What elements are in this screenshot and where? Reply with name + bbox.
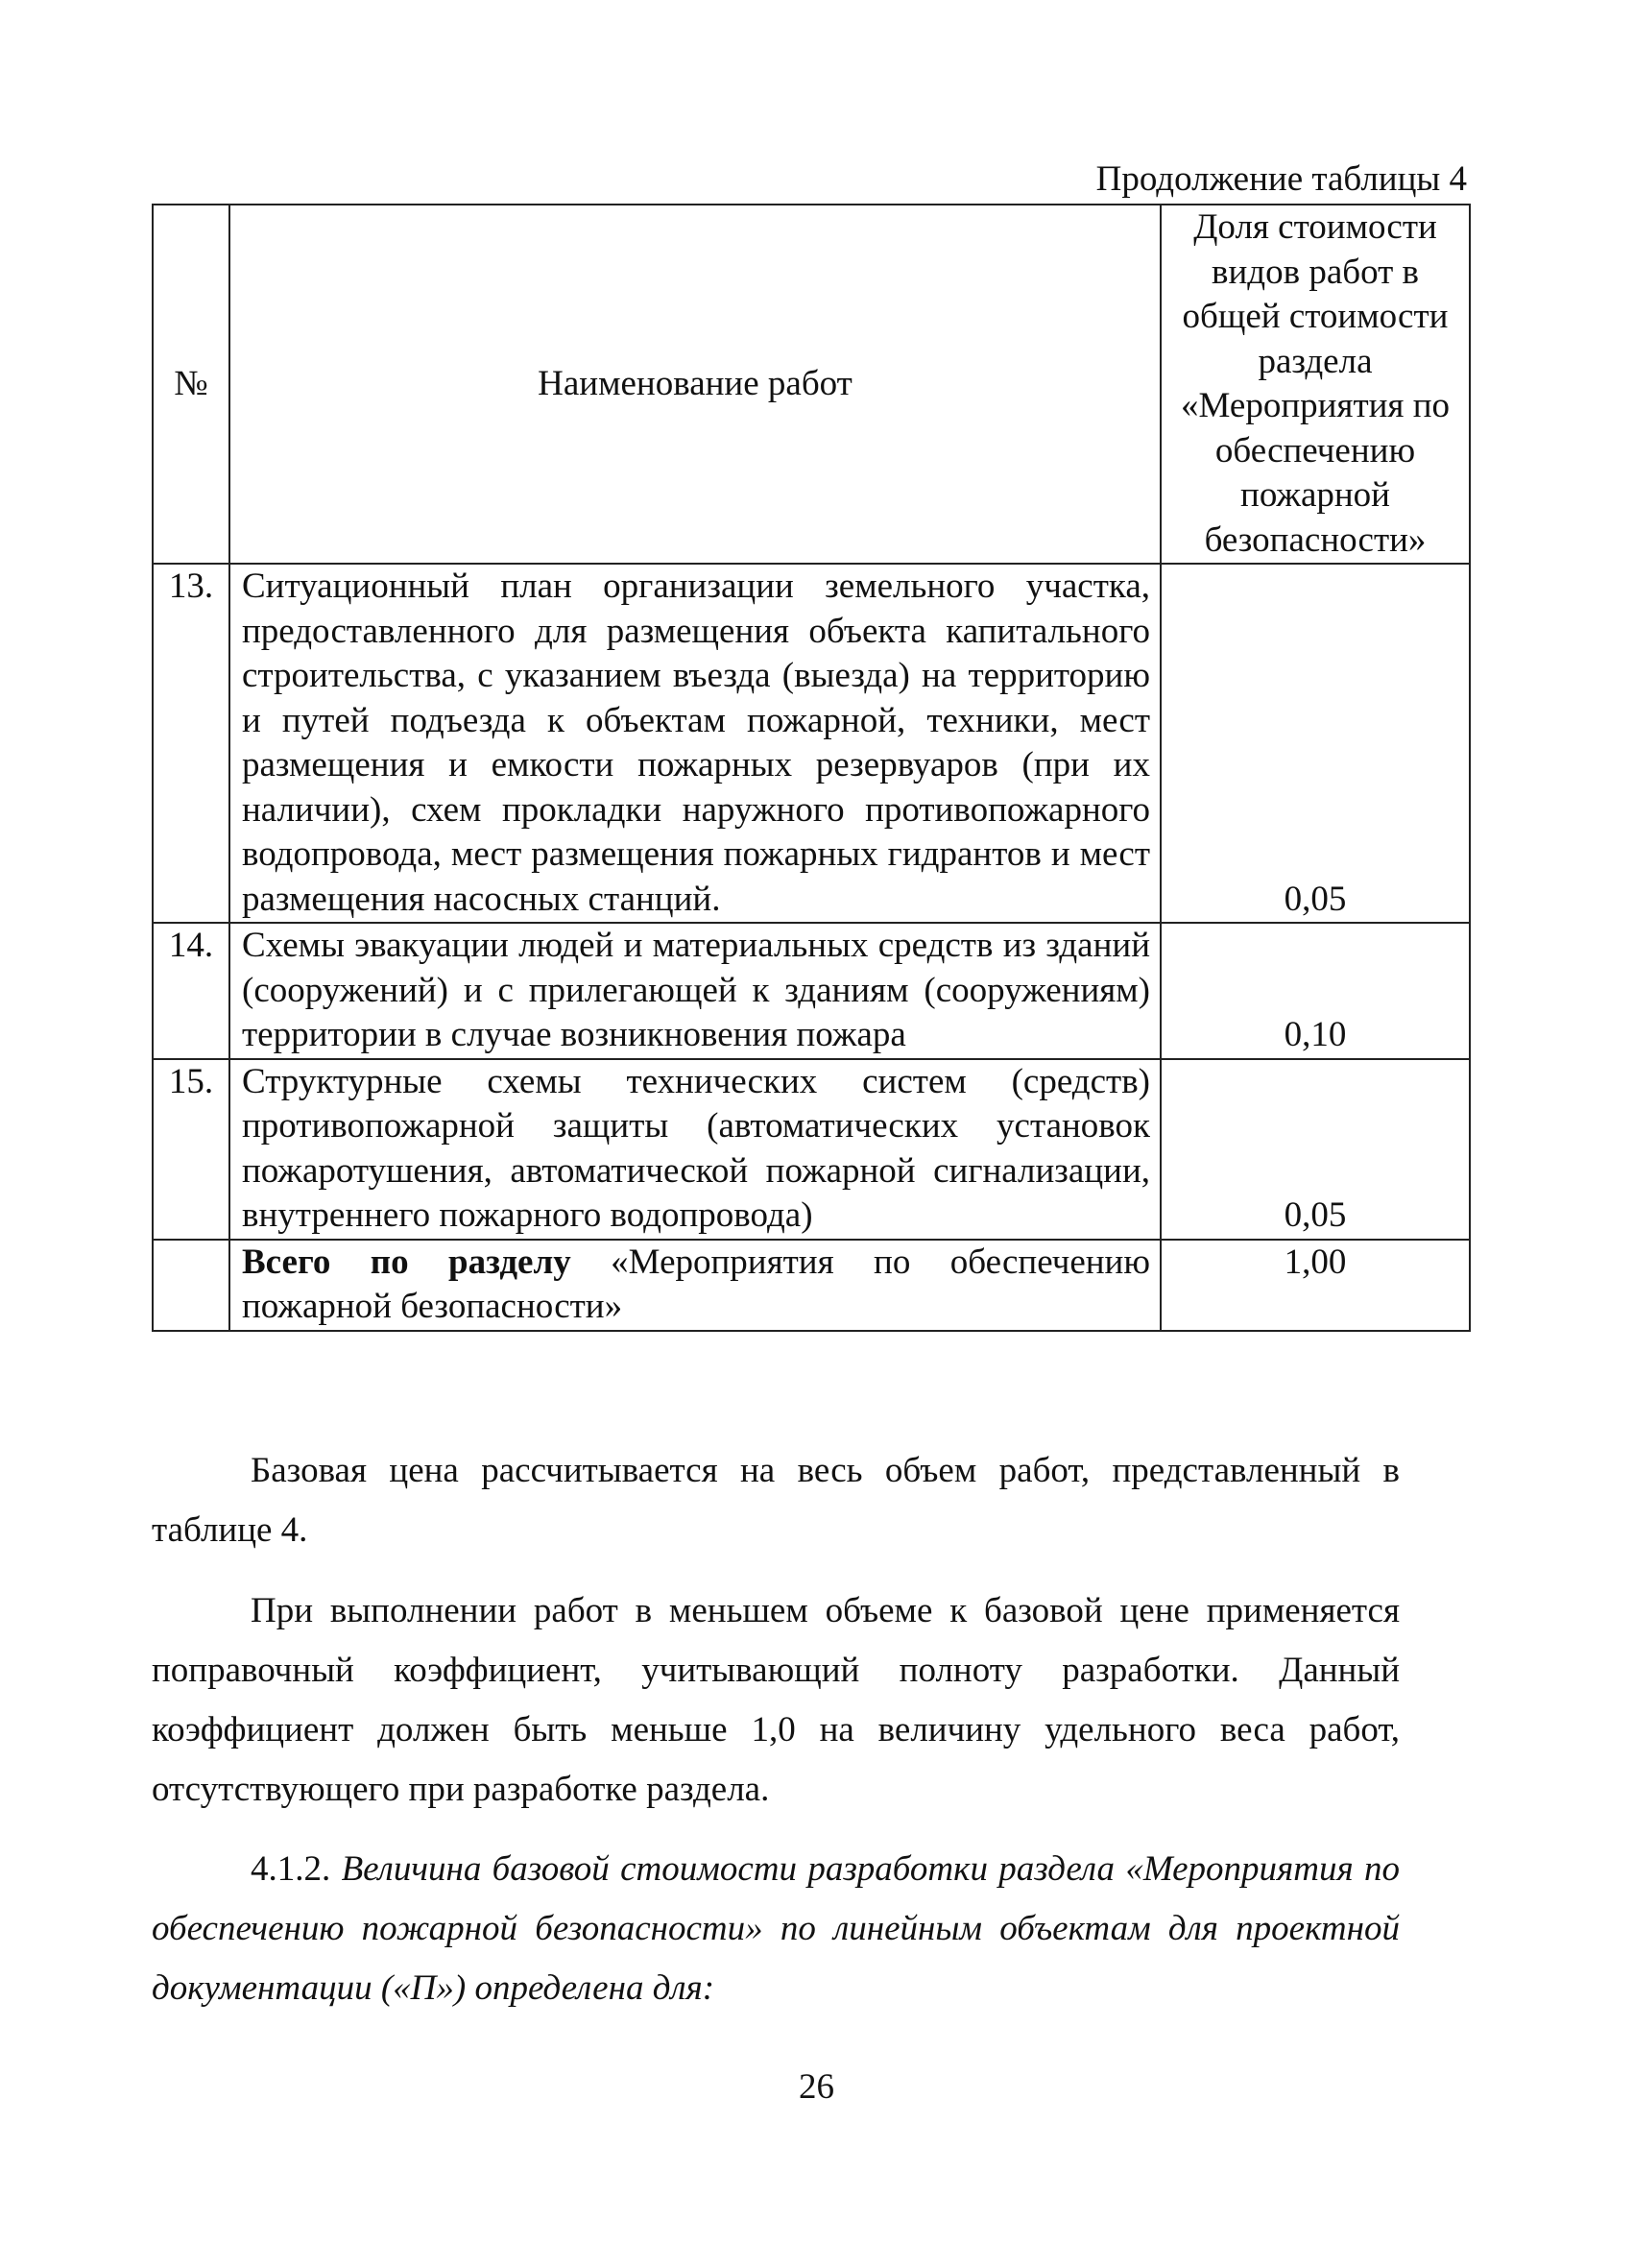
row-value: 0,05 xyxy=(1161,1059,1470,1240)
total-label-rest: «Мероприятия по обеспечению пожарной безопасности» xyxy=(242,1242,1150,1326)
section-number: 4.1.2. xyxy=(251,1849,331,1889)
section-text: Величина базовой стоимости разработки раздела «Мероприятия по обеспечению пожарной безопасности» по линейным объектам для проектной документации («П») определена для: xyxy=(152,1849,1400,2008)
row-name: Ситуационный план организации земельного участка, предоставленного для размещения объекта капитального строительства, с указанием въезда (выезда) на территорию и путей подъезда к объектам пожарной, техники, мест размещения и емкости пожарных резервуаров (при их наличии), схем прокладки наружного противопожарного водопровода, мест размещения пожарных гидрантов и мест размещения насосных станций. xyxy=(229,564,1161,923)
table-row xyxy=(153,1059,1470,1240)
total-label xyxy=(229,1240,1161,1331)
header-share: Доля стоимости видов работ в общей стоимости раздела «Мероприятия по обеспечению пожарной безопасности» xyxy=(1161,205,1470,564)
total-label-bold: Всего по разделу xyxy=(242,1242,571,1282)
paragraph-section-4-1-2 xyxy=(152,1840,1400,2018)
paragraph-correction: При выполнении работ в меньшем объеме к базовой цене применяется поправочный коэффициент, учитывающий полноту разработки. Данный коэффициент должен быть меньше 1,0 на величину удельного веса работ, отсутствующего при разработке раздела. xyxy=(152,1591,1400,1809)
row-num: 13. xyxy=(153,564,229,923)
table-row xyxy=(153,564,1470,923)
total-value: 1,00 xyxy=(1161,1240,1470,1331)
row-num: 14. xyxy=(153,923,229,1059)
table-header-row xyxy=(153,205,1470,564)
table-total-row xyxy=(153,1240,1470,1331)
page-number: 26 xyxy=(799,2067,834,2107)
paragraph-base-price: Базовая цена рассчитывается на весь объем работ, представленный в таблице 4. xyxy=(152,1451,1400,1550)
header-name: Наименование работ xyxy=(229,205,1161,564)
row-value: 0,10 xyxy=(1161,923,1470,1059)
row-name: Схемы эвакуации людей и материальных средств из зданий (сооружений) и с прилегающей к зданиям (сооружениям) территории в случае возникновения пожара xyxy=(229,923,1161,1059)
total-num-cell xyxy=(153,1240,229,1331)
row-num: 15. xyxy=(153,1059,229,1240)
table-row xyxy=(153,923,1470,1059)
header-num: № xyxy=(153,205,229,564)
row-value: 0,05 xyxy=(1161,564,1470,923)
table-caption: Продолжение таблицы 4 xyxy=(1095,159,1467,199)
row-name: Структурные схемы технических систем (средств) противопожарной защиты (автоматических установок пожаротушения, автоматической пожарной сигнализации, внутреннего пожарного водопровода) xyxy=(229,1059,1161,1240)
cost-share-table xyxy=(152,204,1471,1332)
